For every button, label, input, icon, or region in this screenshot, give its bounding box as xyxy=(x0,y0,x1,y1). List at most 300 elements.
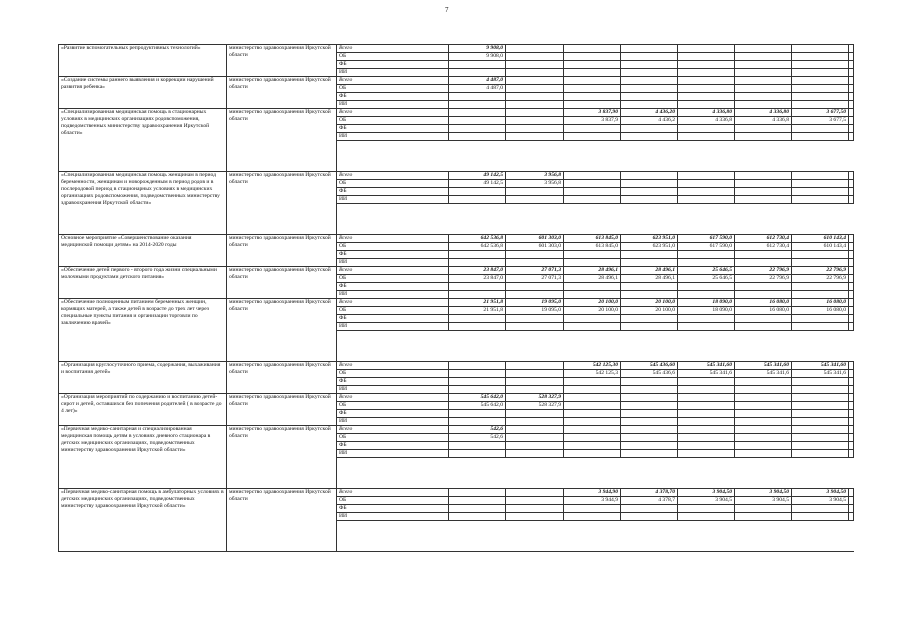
funding-source: ИИ xyxy=(337,133,449,141)
amount-cell xyxy=(735,101,792,109)
table-row xyxy=(59,426,854,434)
amount-cell: 3 904,50 xyxy=(678,489,735,497)
spacer-cell xyxy=(678,331,735,362)
amount-cell xyxy=(564,61,621,69)
amount-cell xyxy=(792,45,849,53)
spacer-cell xyxy=(678,141,735,172)
amount-cell xyxy=(849,513,854,521)
amount-cell xyxy=(678,259,735,267)
amount-cell xyxy=(849,323,854,331)
measure-name: «Организация мероприятий по содержанию и воспитанию детей-сирот и детей, оставшихся без попечения родителей ( в возрасте до 4 лет)» xyxy=(59,394,227,426)
amount-cell xyxy=(792,513,849,521)
amount-cell xyxy=(678,386,735,394)
spacer-cell xyxy=(792,204,849,235)
amount-cell xyxy=(678,93,735,101)
spacer-cell xyxy=(564,521,621,552)
funding-source: ИИ xyxy=(337,418,449,426)
amount-cell: 27 071,3 xyxy=(506,275,564,283)
amount-cell xyxy=(792,251,849,259)
amount-cell: 613 845,0 xyxy=(564,243,621,251)
amount-cell xyxy=(735,77,792,85)
amount-cell xyxy=(506,450,564,458)
spacer-cell xyxy=(337,331,449,362)
funding-source: ИИ xyxy=(337,259,449,267)
amount-cell xyxy=(678,418,735,426)
amount-cell xyxy=(849,291,854,299)
amount-cell xyxy=(678,101,735,109)
measure-name: «Создание системы раннего выявления и коррекции нарушений развития ребенка» xyxy=(59,77,227,109)
amount-cell xyxy=(678,442,735,450)
amount-cell xyxy=(792,283,849,291)
amount-cell: 601 303,0 xyxy=(506,235,564,243)
page-number: 7 xyxy=(445,6,449,14)
amount-cell: 20 100,0 xyxy=(564,307,621,315)
spacer-cell xyxy=(337,521,449,552)
amount-cell xyxy=(564,442,621,450)
amount-cell: 21 951,8 xyxy=(449,307,506,315)
amount-cell xyxy=(678,69,735,77)
amount-cell xyxy=(506,69,564,77)
table-row xyxy=(59,77,854,85)
funding-source: ОБ xyxy=(337,243,449,251)
measure-name: «Развитие вспомогательных репродуктивных технологий» xyxy=(59,45,227,77)
amount-cell xyxy=(735,410,792,418)
spacer-cell xyxy=(506,204,564,235)
table-row xyxy=(59,489,854,497)
amount-cell xyxy=(849,386,854,394)
amount-cell xyxy=(849,442,854,450)
amount-cell xyxy=(564,291,621,299)
amount-cell: 545 341,60 xyxy=(735,362,792,370)
measure-name: Основное мероприятие «Совершенствование оказания медицинской помощи детям» на 2014-2020 годы xyxy=(59,235,227,267)
amount-cell xyxy=(621,77,678,85)
amount-cell xyxy=(735,505,792,513)
table-row xyxy=(59,235,854,243)
funding-source: ОБ xyxy=(337,117,449,125)
spacer-cell xyxy=(849,458,854,489)
amount-cell xyxy=(506,426,564,434)
amount-cell xyxy=(792,77,849,85)
amount-cell xyxy=(792,133,849,141)
amount-cell xyxy=(735,450,792,458)
amount-cell xyxy=(564,283,621,291)
amount-cell xyxy=(678,45,735,53)
funding-source: Всего xyxy=(337,299,449,307)
responsible-executor: министерство здравоохранения Иркутской области xyxy=(227,362,337,394)
funding-source: ИИ xyxy=(337,386,449,394)
funding-source: ФБ xyxy=(337,283,449,291)
amount-cell: 545 642,0 xyxy=(449,402,506,410)
amount-cell: 28 496,1 xyxy=(564,275,621,283)
amount-cell xyxy=(449,93,506,101)
amount-cell: 49 142,5 xyxy=(449,180,506,188)
amount-cell xyxy=(564,69,621,77)
spacer-cell xyxy=(735,458,792,489)
spacer-cell xyxy=(849,204,854,235)
amount-cell xyxy=(792,53,849,61)
amount-cell xyxy=(621,323,678,331)
amount-cell: 20 100,0 xyxy=(621,307,678,315)
amount-cell xyxy=(849,315,854,323)
spacer-cell xyxy=(735,204,792,235)
spacer-cell xyxy=(792,521,849,552)
amount-cell xyxy=(849,299,854,307)
amount-cell xyxy=(678,283,735,291)
responsible-executor: министерство здравоохранения Иркутской области xyxy=(227,426,337,489)
amount-cell xyxy=(792,93,849,101)
amount-cell xyxy=(735,386,792,394)
funding-source: Всего xyxy=(337,426,449,434)
amount-cell: 542 125,30 xyxy=(564,362,621,370)
amount-cell xyxy=(849,125,854,133)
amount-cell xyxy=(449,125,506,133)
funding-source: ИИ xyxy=(337,323,449,331)
amount-cell: 4 336,8 xyxy=(678,117,735,125)
amount-cell xyxy=(735,85,792,93)
amount-cell: 4 378,70 xyxy=(621,489,678,497)
amount-cell xyxy=(849,489,854,497)
amount-cell xyxy=(678,450,735,458)
funding-source: ОБ xyxy=(337,275,449,283)
amount-cell: 3 904,5 xyxy=(735,497,792,505)
amount-cell xyxy=(506,259,564,267)
amount-cell: 545 436,60 xyxy=(621,362,678,370)
amount-cell: 4 487,0 xyxy=(449,85,506,93)
amount-cell xyxy=(564,418,621,426)
amount-cell: 3 837,90 xyxy=(564,109,621,117)
table-row xyxy=(59,299,854,307)
amount-cell xyxy=(735,426,792,434)
table-row xyxy=(59,362,854,370)
amount-cell xyxy=(849,378,854,386)
amount-cell xyxy=(621,188,678,196)
amount-cell xyxy=(849,77,854,85)
amount-cell xyxy=(792,125,849,133)
amount-cell xyxy=(449,69,506,77)
spacer-cell xyxy=(337,204,449,235)
funding-source: Всего xyxy=(337,109,449,117)
amount-cell: 4 487,0 xyxy=(449,77,506,85)
amount-cell xyxy=(678,61,735,69)
amount-cell xyxy=(564,402,621,410)
amount-cell xyxy=(621,291,678,299)
amount-cell xyxy=(621,61,678,69)
responsible-executor: министерство здравоохранения Иркутской области xyxy=(227,77,337,109)
amount-cell xyxy=(449,497,506,505)
amount-cell xyxy=(449,378,506,386)
amount-cell xyxy=(678,53,735,61)
amount-cell xyxy=(621,315,678,323)
measure-name: «Специализированная медицинская помощь в стационарных условиях в медицинских организациях родовспоможения, подведомственных министерству здравоохранения Иркутской области» xyxy=(59,109,227,172)
amount-cell xyxy=(735,188,792,196)
amount-cell xyxy=(849,275,854,283)
amount-cell xyxy=(735,323,792,331)
amount-cell xyxy=(735,442,792,450)
amount-cell xyxy=(792,402,849,410)
spacer-cell xyxy=(506,141,564,172)
amount-cell xyxy=(621,434,678,442)
amount-cell xyxy=(792,291,849,299)
amount-cell xyxy=(506,53,564,61)
amount-cell xyxy=(849,180,854,188)
amount-cell xyxy=(506,418,564,426)
amount-cell: 623 951,0 xyxy=(621,235,678,243)
amount-cell xyxy=(506,378,564,386)
amount-cell xyxy=(735,93,792,101)
spacer-cell xyxy=(621,458,678,489)
amount-cell xyxy=(735,69,792,77)
amount-cell xyxy=(621,196,678,204)
amount-cell: 3 904,5 xyxy=(678,497,735,505)
funding-source: ИИ xyxy=(337,513,449,521)
amount-cell: 528 327,9 xyxy=(506,394,564,402)
amount-cell: 545 642,0 xyxy=(449,394,506,402)
amount-cell xyxy=(678,378,735,386)
amount-cell xyxy=(564,85,621,93)
amount-cell xyxy=(449,283,506,291)
amount-cell xyxy=(849,497,854,505)
amount-cell xyxy=(506,442,564,450)
amount-cell xyxy=(735,125,792,133)
amount-cell xyxy=(564,93,621,101)
amount-cell xyxy=(849,53,854,61)
amount-cell xyxy=(678,291,735,299)
amount-cell xyxy=(564,180,621,188)
amount-cell xyxy=(621,53,678,61)
amount-cell: 545 341,60 xyxy=(792,362,849,370)
amount-cell xyxy=(564,323,621,331)
amount-cell xyxy=(449,188,506,196)
amount-cell xyxy=(449,133,506,141)
funding-source: Всего xyxy=(337,267,449,275)
amount-cell xyxy=(849,133,854,141)
amount-cell xyxy=(735,61,792,69)
amount-cell xyxy=(506,315,564,323)
amount-cell xyxy=(621,418,678,426)
amount-cell: 23 847,0 xyxy=(449,275,506,283)
amount-cell: 9 908,0 xyxy=(449,45,506,53)
amount-cell xyxy=(506,61,564,69)
spacer-cell xyxy=(449,204,506,235)
amount-cell: 528 327,9 xyxy=(506,402,564,410)
amount-cell xyxy=(678,133,735,141)
amount-cell xyxy=(506,117,564,125)
funding-source: ФБ xyxy=(337,125,449,133)
amount-cell: 3 944,90 xyxy=(564,489,621,497)
amount-cell xyxy=(735,434,792,442)
amount-cell xyxy=(564,172,621,180)
amount-cell xyxy=(506,362,564,370)
amount-cell: 545 341,6 xyxy=(792,370,849,378)
amount-cell xyxy=(449,450,506,458)
amount-cell: 49 142,5 xyxy=(449,172,506,180)
amount-cell: 19 095,0 xyxy=(506,299,564,307)
amount-cell xyxy=(792,85,849,93)
amount-cell xyxy=(564,513,621,521)
measure-name: «Специализированная медицинская помощь женщинам в период беременности, женщинам и новорожденным в период родов и в послеродовой период в стационарных условиях в медицинских организациях родовспоможения, подведомственных министерству здравоохранения Иркутской области» xyxy=(59,172,227,235)
amount-cell xyxy=(506,505,564,513)
amount-cell: 542,6 xyxy=(449,434,506,442)
amount-cell xyxy=(506,497,564,505)
amount-cell: 22 796,9 xyxy=(735,275,792,283)
amount-cell xyxy=(792,410,849,418)
amount-cell xyxy=(678,410,735,418)
amount-cell xyxy=(564,426,621,434)
amount-cell xyxy=(678,315,735,323)
amount-cell xyxy=(792,188,849,196)
responsible-executor: министерство здравоохранения Иркутской области xyxy=(227,489,337,552)
amount-cell xyxy=(792,180,849,188)
amount-cell xyxy=(792,172,849,180)
amount-cell: 4 436,20 xyxy=(621,109,678,117)
funding-source: Всего xyxy=(337,489,449,497)
amount-cell xyxy=(449,101,506,109)
amount-cell xyxy=(849,235,854,243)
amount-cell xyxy=(621,450,678,458)
amount-cell xyxy=(564,196,621,204)
amount-cell: 23 847,0 xyxy=(449,267,506,275)
spacer-cell xyxy=(621,204,678,235)
amount-cell xyxy=(449,362,506,370)
responsible-executor: министерство здравоохранения Иркутской области xyxy=(227,299,337,362)
amount-cell xyxy=(621,251,678,259)
amount-cell xyxy=(849,370,854,378)
amount-cell xyxy=(678,125,735,133)
amount-cell: 18 090,0 xyxy=(678,299,735,307)
amount-cell xyxy=(849,426,854,434)
spacer-cell xyxy=(449,331,506,362)
amount-cell: 9 908,0 xyxy=(449,53,506,61)
amount-cell xyxy=(564,45,621,53)
amount-cell: 642 536,8 xyxy=(449,243,506,251)
spacer-cell xyxy=(678,458,735,489)
amount-cell xyxy=(849,188,854,196)
amount-cell xyxy=(621,69,678,77)
amount-cell xyxy=(678,180,735,188)
amount-cell xyxy=(564,101,621,109)
amount-cell xyxy=(678,323,735,331)
amount-cell xyxy=(449,489,506,497)
amount-cell: 22 796,9 xyxy=(735,267,792,275)
amount-cell: 28 496,1 xyxy=(564,267,621,275)
amount-cell xyxy=(678,251,735,259)
amount-cell xyxy=(792,259,849,267)
amount-cell xyxy=(849,307,854,315)
amount-cell xyxy=(792,69,849,77)
funding-source: ОБ xyxy=(337,53,449,61)
amount-cell xyxy=(792,394,849,402)
amount-cell: 18 090,0 xyxy=(678,307,735,315)
amount-cell xyxy=(449,315,506,323)
amount-cell: 25 646,5 xyxy=(678,267,735,275)
amount-cell xyxy=(449,291,506,299)
funding-source: ОБ xyxy=(337,370,449,378)
amount-cell xyxy=(735,251,792,259)
amount-cell: 613 845,0 xyxy=(564,235,621,243)
amount-cell xyxy=(735,291,792,299)
amount-cell xyxy=(564,125,621,133)
amount-cell xyxy=(792,434,849,442)
amount-cell: 545 436,6 xyxy=(621,370,678,378)
amount-cell xyxy=(849,450,854,458)
amount-cell: 16 080,0 xyxy=(792,307,849,315)
spacer-cell xyxy=(678,204,735,235)
amount-cell xyxy=(678,77,735,85)
amount-cell xyxy=(506,323,564,331)
amount-cell xyxy=(506,196,564,204)
amount-cell: 610 143,4 xyxy=(792,243,849,251)
funding-source: ОБ xyxy=(337,85,449,93)
amount-cell: 3 956,8 xyxy=(506,172,564,180)
funding-source: ИИ xyxy=(337,450,449,458)
amount-cell xyxy=(564,251,621,259)
amount-cell: 545 341,6 xyxy=(735,370,792,378)
amount-cell xyxy=(564,386,621,394)
amount-cell: 3 837,9 xyxy=(564,117,621,125)
amount-cell: 4 336,8 xyxy=(735,117,792,125)
amount-cell: 25 646,5 xyxy=(678,275,735,283)
funding-source: Всего xyxy=(337,77,449,85)
amount-cell xyxy=(621,125,678,133)
amount-cell xyxy=(621,394,678,402)
amount-cell xyxy=(849,394,854,402)
responsible-executor: министерство здравоохранения Иркутской области xyxy=(227,45,337,77)
spacer-cell xyxy=(849,521,854,552)
spacer-cell xyxy=(849,141,854,172)
amount-cell xyxy=(506,251,564,259)
amount-cell xyxy=(506,85,564,93)
responsible-executor: министерство здравоохранения Иркутской области xyxy=(227,235,337,267)
amount-cell xyxy=(678,196,735,204)
amount-cell xyxy=(792,323,849,331)
amount-cell xyxy=(506,410,564,418)
amount-cell xyxy=(849,251,854,259)
amount-cell xyxy=(449,442,506,450)
funding-source: Всего xyxy=(337,394,449,402)
amount-cell: 610 143,4 xyxy=(792,235,849,243)
funding-source: Всего xyxy=(337,45,449,53)
funding-source: Всего xyxy=(337,172,449,180)
spacer-cell xyxy=(449,521,506,552)
amount-cell xyxy=(506,434,564,442)
responsible-executor: министерство здравоохранения Иркутской области xyxy=(227,267,337,299)
spacer-cell xyxy=(792,331,849,362)
spacer-cell xyxy=(678,521,735,552)
amount-cell xyxy=(735,196,792,204)
spacer-cell xyxy=(506,458,564,489)
funding-source: ФБ xyxy=(337,442,449,450)
amount-cell xyxy=(849,410,854,418)
amount-cell: 16 080,0 xyxy=(735,299,792,307)
funding-source: Всего xyxy=(337,362,449,370)
spacer-cell xyxy=(621,521,678,552)
amount-cell xyxy=(678,426,735,434)
amount-cell xyxy=(621,402,678,410)
funding-source: ИИ xyxy=(337,69,449,77)
amount-cell xyxy=(849,283,854,291)
funding-source: ОБ xyxy=(337,307,449,315)
amount-cell xyxy=(792,426,849,434)
amount-cell xyxy=(849,109,854,117)
table-row xyxy=(59,172,854,180)
amount-cell xyxy=(621,85,678,93)
amount-cell xyxy=(621,180,678,188)
amount-cell xyxy=(792,450,849,458)
amount-cell xyxy=(506,93,564,101)
amount-cell xyxy=(564,53,621,61)
amount-cell: 20 100,0 xyxy=(564,299,621,307)
amount-cell: 20 100,0 xyxy=(621,299,678,307)
